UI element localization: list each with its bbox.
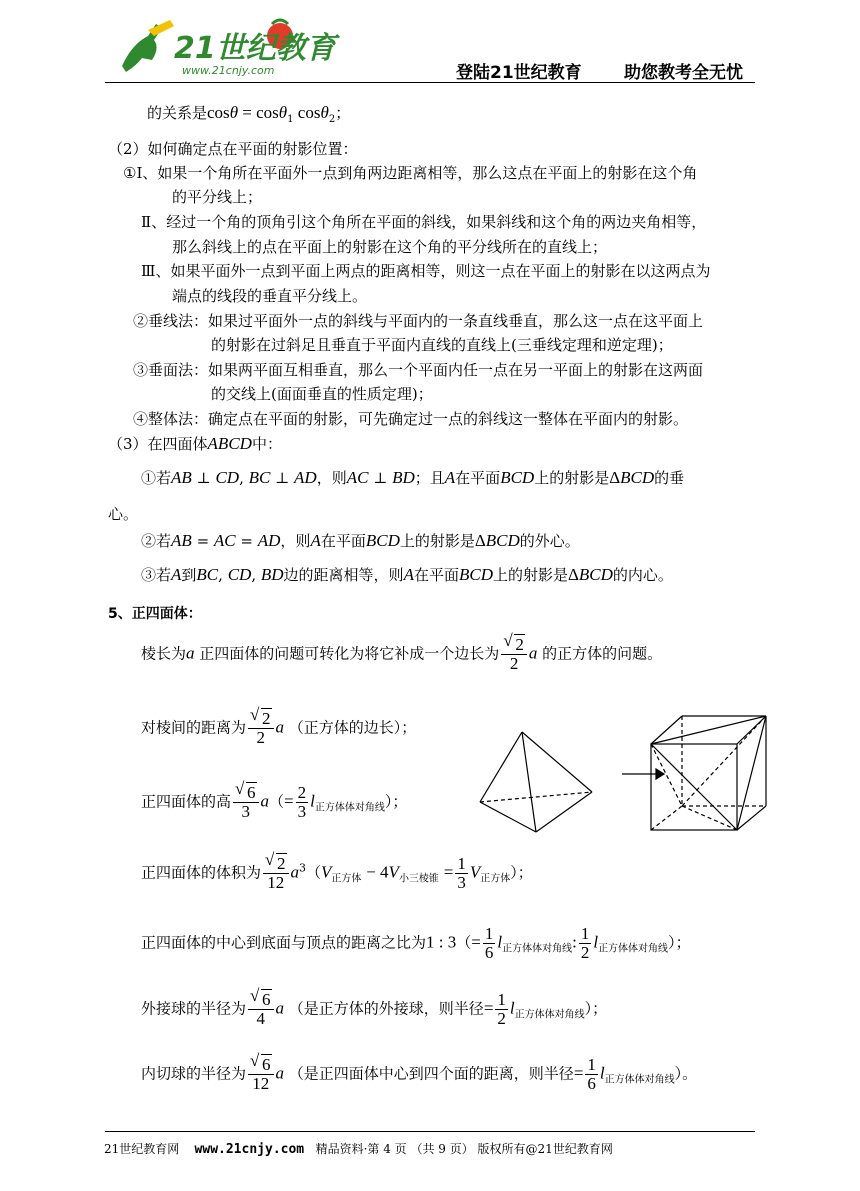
s5-line2: 对棱间的距离为 √ $\frac{2}{2}$ a （正方体的边长）； bbox=[141, 710, 416, 747]
s2-3a: ③垂面法：如果两平面互相垂直，那么一个平面内任一点在另一平面上的射影在这两面 bbox=[133, 361, 704, 379]
s5-line4: 正四面体的体积为 √ $\frac{2}{12}$ $a^3(V_{正方体} - 4V_{小三棱锥}$ = $\frac{1}{3}$ $V_{正方体}$）； bbox=[141, 855, 533, 892]
header-site-title: 登陆21世纪教育 bbox=[456, 63, 582, 83]
s3-item2: ②若AB = AC = AD，则A在平面BCD上的射影是ΔBCD的外心。 bbox=[141, 531, 580, 550]
s5-line1: 棱长为a 正四面体的问题可转化为将它补成一个边长为 √ $\frac{2}{2}$ a 的正方体的问题。 bbox=[141, 636, 662, 673]
s5-line6: 外接球的半径为 √ $\frac{6}{4}$ a （是正方体的外接球，则半径= $\frac{1}{2}$ $l_{正方体体对角线}$）； bbox=[141, 991, 607, 1028]
footer-url: www.21cnjy.com bbox=[194, 1142, 305, 1157]
s2-i-b: 的平分线上； bbox=[172, 188, 263, 206]
s2-i-a: ①Ⅰ、如果一个角所在平面外一点到角两边距离相等，那么这点在平面上的射影在这个角 bbox=[123, 164, 698, 182]
logo-text: 21世纪教育 bbox=[174, 31, 336, 66]
s5-line7: 内切球的半径为 √ $\frac{6}{12}$ a （是正四面体中心到四个面的距离，则半径= $\frac{1}{6}$ $l_{正方体体对角线}$）。 bbox=[141, 1056, 697, 1093]
s5-line5: 正四面体的中心到底面与顶点的距离之比为1 : 3（= $\frac{1}{6}$ $l_{正方体体对角线}$: $\frac{1}{2}$ $l_{正方体体对角线}$）； bbox=[141, 924, 691, 962]
s3-item1-cont: 心。 bbox=[108, 505, 139, 523]
tetrahedron-cube-diagram bbox=[470, 708, 776, 844]
s2-4: ④整体法：确定点在平面的射影，可先确定过一点的斜线这一整体在平面内的射影。 bbox=[133, 410, 689, 428]
s3-item1: ①若AB ⊥ CD, BC ⊥ AD，则AC ⊥ BD；且A在平面BCD上的射影是ΔBCD的垂 bbox=[141, 468, 685, 487]
logo-runner-icon bbox=[112, 14, 336, 80]
footer-rule bbox=[105, 1131, 755, 1132]
footer bbox=[104, 1140, 613, 1157]
s3-item3: ③若A到BC, CD, BD边的距离相等，则A在平面BCD上的射影是ΔBCD的内心。 bbox=[141, 565, 673, 584]
footer-site: 21世纪教育网 bbox=[104, 1142, 180, 1156]
s5-title: 5、正四面体： bbox=[108, 606, 202, 622]
footer-info: 精品资料·第 4 页 （共 9 页） 版权所有@21世纪教育网 bbox=[315, 1142, 613, 1156]
s2-iii-a: Ⅲ、如果平面外一点到平面上两点的距离相等，则这一点在平面上的射影在以这两点为 bbox=[141, 262, 711, 280]
s2-2b: 的射影在过斜足且垂直于平面内直线的直线上(三垂线定理和逆定理)； bbox=[211, 336, 673, 354]
s5-line3: 正四面体的高 √ $\frac{6}{3}$ a（= $\frac{2}{3}$ $l_{正方体体对角线}$）； bbox=[141, 784, 407, 821]
cos-relation-line: 的关系是cosθ = cosθ$_1$ cosθ$_2$； bbox=[147, 103, 351, 125]
tetrahedron-cube-figure bbox=[470, 708, 776, 844]
s3-title: （3）在四面体ABCD中： bbox=[108, 434, 282, 453]
header-logo bbox=[112, 14, 336, 80]
s2-2a: ②垂线法：如果过平面外一点的斜线与平面内的一条直线垂直，那么这一点在这平面上 bbox=[133, 312, 704, 330]
header-slogan: 助您教考全无忧 bbox=[624, 63, 743, 83]
s2-iii-b: 端点的线段的垂直平分线上。 bbox=[172, 287, 368, 305]
s2-title: （2）如何确定点在平面的射影位置： bbox=[108, 140, 358, 158]
s2-ii-b: 那么斜线上的点在平面上的射影在这个角的平分线所在的直线上； bbox=[172, 238, 608, 256]
s2-3b: 的交线上(面面垂直的性质定理)； bbox=[211, 385, 433, 403]
s2-ii-a: Ⅱ、经过一个角的顶角引这个角所在平面的斜线，如果斜线和这个角的两边夹角相等， bbox=[141, 213, 707, 231]
logo-url: www.21cnjy.com bbox=[182, 64, 275, 77]
header-rule bbox=[105, 82, 755, 83]
